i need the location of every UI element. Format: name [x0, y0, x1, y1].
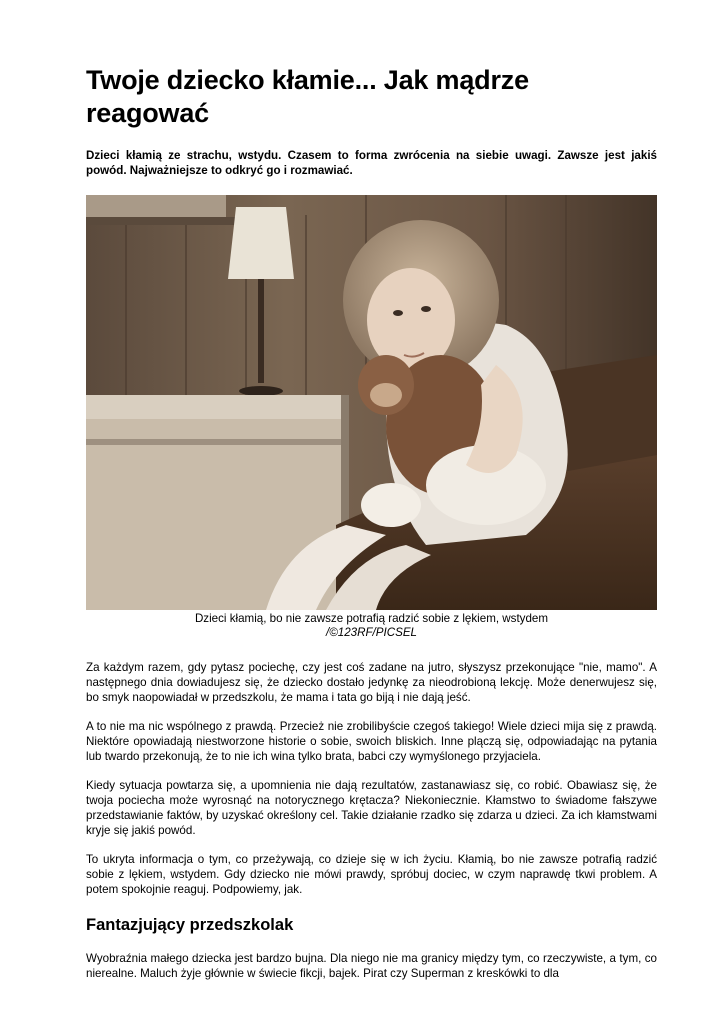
photo-caption — [86, 612, 657, 640]
article-photo — [86, 195, 657, 610]
paragraph-1: Za każdym razem, gdy pytasz pociechę, czy jest coś zadane na jutro, słyszysz przekonujące "nie, mamo". A następnego dnia dowiadujesz się, że dziecko dostało jedynkę za nieodrobioną lekcję. Może denerwujesz się, bo smyk naopowiadał w przedszkolu, że mama i tata go biją i nie dają jeść. — [86, 661, 657, 704]
article-lead: Dzieci kłamią ze strachu, wstydu. Czasem to forma zwrócenia na siebie uwagi. Zawsze jest jakiś powód. Najważniejsze to odkryć go i rozmawiać. — [86, 149, 657, 177]
article-title: Twoje dziecko kłamie... Jak mądrze reagować — [86, 65, 529, 128]
paragraph-2: A to nie ma nic wspólnego z prawdą. Przecież nie zrobilibyście czegoś takiego! Wiele dzieci mija się z prawdą. Niektóre opowiadają niestworzone historie o sobie, swoich bliskich. Inne plączą się, odpowiadając na pytania lub twardo przekonują, że to nie ich wina tylko brata, babci czy wymyślonego przyjaciela. — [86, 720, 657, 763]
paragraph-3: Kiedy sytuacja powtarza się, a upomnienia nie dają rezultatów, zastanawiasz się, co robić. Obawiasz się, że twoja pociecha może wyrosnąć na notorycznego krętacza? Niekoniecznie. Kłamstwo to świadome fałszywe przedstawianie faktów, by uzyskać określony cel. Takie działanie rzadko się zdarza u dzieci. Za ich kłamstwami kryje się jakiś powód. — [86, 779, 657, 837]
section-heading: Fantazjujący przedszkolak — [86, 916, 294, 934]
article — [86, 64, 657, 981]
photo-girl-with-teddy-bear — [86, 195, 657, 610]
photo-credit: /©123RF/PICSEL — [325, 626, 418, 639]
section-paragraph: Wyobraźnia małego dziecka jest bardzo bujna. Dla niego nie ma granicy między tym, co rzeczywiste, a tym, co nierealne. Maluch żyje głównie w świecie fikcji, bajek. Pirat czy Superman z kreskówki to dla — [86, 952, 657, 980]
paragraph-4: To ukryta informacja o tym, co przeżywają, co dzieje się w ich życiu. Kłamią, bo nie zawsze potrafią radzić sobie z lękiem, wstydem. Gdy dziecko nie mówi prawdy, spróbuj dociec, w czym naprawdę tkwi problem. A potem spokojnie reaguj. Podpowiemy, jak. — [86, 853, 657, 896]
photo-caption-text: Dzieci kłamią, bo nie zawsze potrafią radzić sobie z lękiem, wstydem — [194, 612, 549, 625]
